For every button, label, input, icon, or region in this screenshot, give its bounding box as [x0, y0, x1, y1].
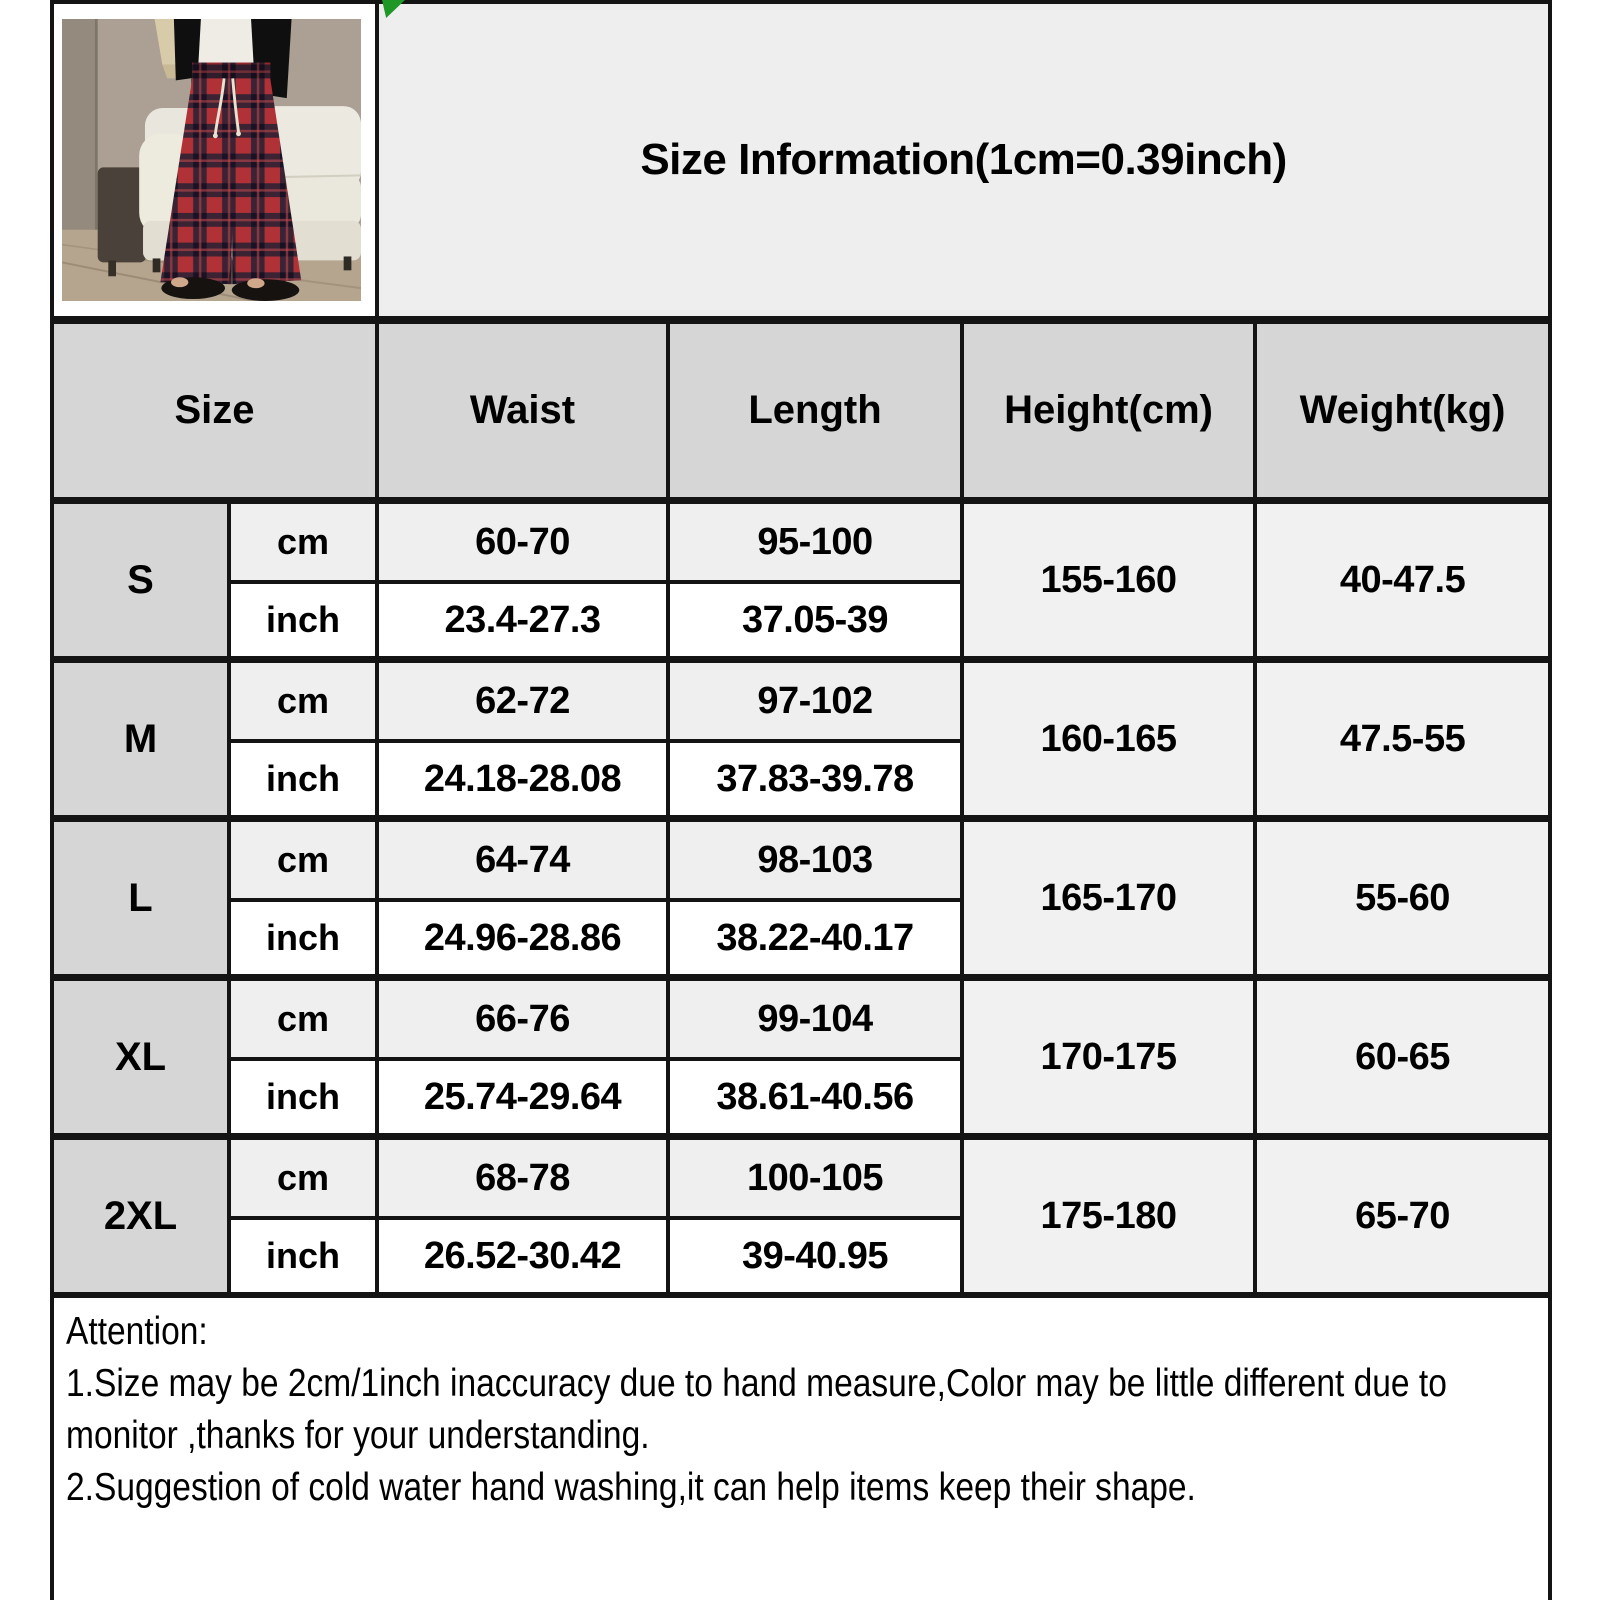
waist-cm-value: 64-74 — [377, 819, 668, 901]
size-label-s: S — [52, 501, 229, 660]
col-header-height: Height(cm) — [962, 320, 1255, 501]
height-value: 155-160 — [962, 501, 1255, 660]
attention-text — [66, 1306, 1532, 1514]
col-header-waist: Waist — [377, 320, 668, 501]
attention-note-2: 2.Suggestion of cold water hand washing,it can help items keep their shape. — [66, 1466, 1196, 1509]
length-cm-value: 99-104 — [668, 978, 962, 1060]
waist-cm-value: 66-76 — [377, 978, 668, 1060]
length-inch-value: 38.22-40.17 — [668, 900, 962, 978]
unit-label-cm: cm — [229, 501, 377, 583]
weight-value: 40-47.5 — [1255, 501, 1550, 660]
length-cm-value: 98-103 — [668, 819, 962, 901]
length-cm-value: 97-102 — [668, 660, 962, 742]
height-value: 175-180 — [962, 1137, 1255, 1296]
unit-label-inch: inch — [229, 900, 377, 978]
page-title: Size Information(1cm=0.39inch) — [377, 2, 1550, 320]
size-label-2xl: 2XL — [52, 1137, 229, 1296]
length-inch-value: 37.05-39 — [668, 582, 962, 660]
unit-label-cm: cm — [229, 819, 377, 901]
size-label-xl: XL — [52, 978, 229, 1137]
size-label-m: M — [52, 660, 229, 819]
table-row — [52, 1137, 1550, 1219]
length-inch-value: 38.61-40.56 — [668, 1059, 962, 1137]
height-value: 165-170 — [962, 819, 1255, 978]
top-row — [52, 2, 1550, 320]
unit-label-inch: inch — [229, 1218, 377, 1295]
length-cm-value: 100-105 — [668, 1137, 962, 1219]
waist-cm-value: 68-78 — [377, 1137, 668, 1219]
col-header-size: Size — [52, 320, 377, 501]
attention-box — [52, 1295, 1550, 1600]
attention-heading: Attention: — [66, 1310, 208, 1353]
size-label-l: L — [52, 819, 229, 978]
waist-inch-value: 23.4-27.3 — [377, 582, 668, 660]
unit-label-cm: cm — [229, 1137, 377, 1219]
unit-label-inch: inch — [229, 1059, 377, 1137]
height-value: 170-175 — [962, 978, 1255, 1137]
length-inch-value: 37.83-39.78 — [668, 741, 962, 819]
waist-inch-value: 24.18-28.08 — [377, 741, 668, 819]
unit-label-cm: cm — [229, 978, 377, 1060]
waist-cm-value: 60-70 — [377, 501, 668, 583]
weight-value: 47.5-55 — [1255, 660, 1550, 819]
weight-value: 55-60 — [1255, 819, 1550, 978]
table-row — [52, 819, 1550, 901]
waist-inch-value: 25.74-29.64 — [377, 1059, 668, 1137]
table-header-row — [52, 320, 1550, 501]
waist-inch-value: 24.96-28.86 — [377, 900, 668, 978]
table-row — [52, 501, 1550, 583]
length-cm-value: 95-100 — [668, 501, 962, 583]
length-inch-value: 39-40.95 — [668, 1218, 962, 1295]
col-header-weight: Weight(kg) — [1255, 320, 1550, 501]
waist-cm-value: 62-72 — [377, 660, 668, 742]
product-photo-cell — [52, 2, 377, 320]
size-information-table — [50, 0, 1552, 1600]
side-table — [98, 167, 146, 276]
unit-label-inch: inch — [229, 741, 377, 819]
attention-row — [52, 1295, 1550, 1600]
table-row — [52, 978, 1550, 1060]
table-row — [52, 660, 1550, 742]
col-header-length: Length — [668, 320, 962, 501]
model — [160, 19, 301, 301]
unit-label-inch: inch — [229, 582, 377, 660]
attention-note-1: 1.Size may be 2cm/1inch inaccuracy due to hand measure,Color may be little different due to monitor ,thanks for your understanding. — [66, 1362, 1447, 1457]
product-photo — [62, 19, 361, 301]
height-value: 160-165 — [962, 660, 1255, 819]
waist-inch-value: 26.52-30.42 — [377, 1218, 668, 1295]
unit-label-cm: cm — [229, 660, 377, 742]
weight-value: 60-65 — [1255, 978, 1550, 1137]
weight-value: 65-70 — [1255, 1137, 1550, 1296]
